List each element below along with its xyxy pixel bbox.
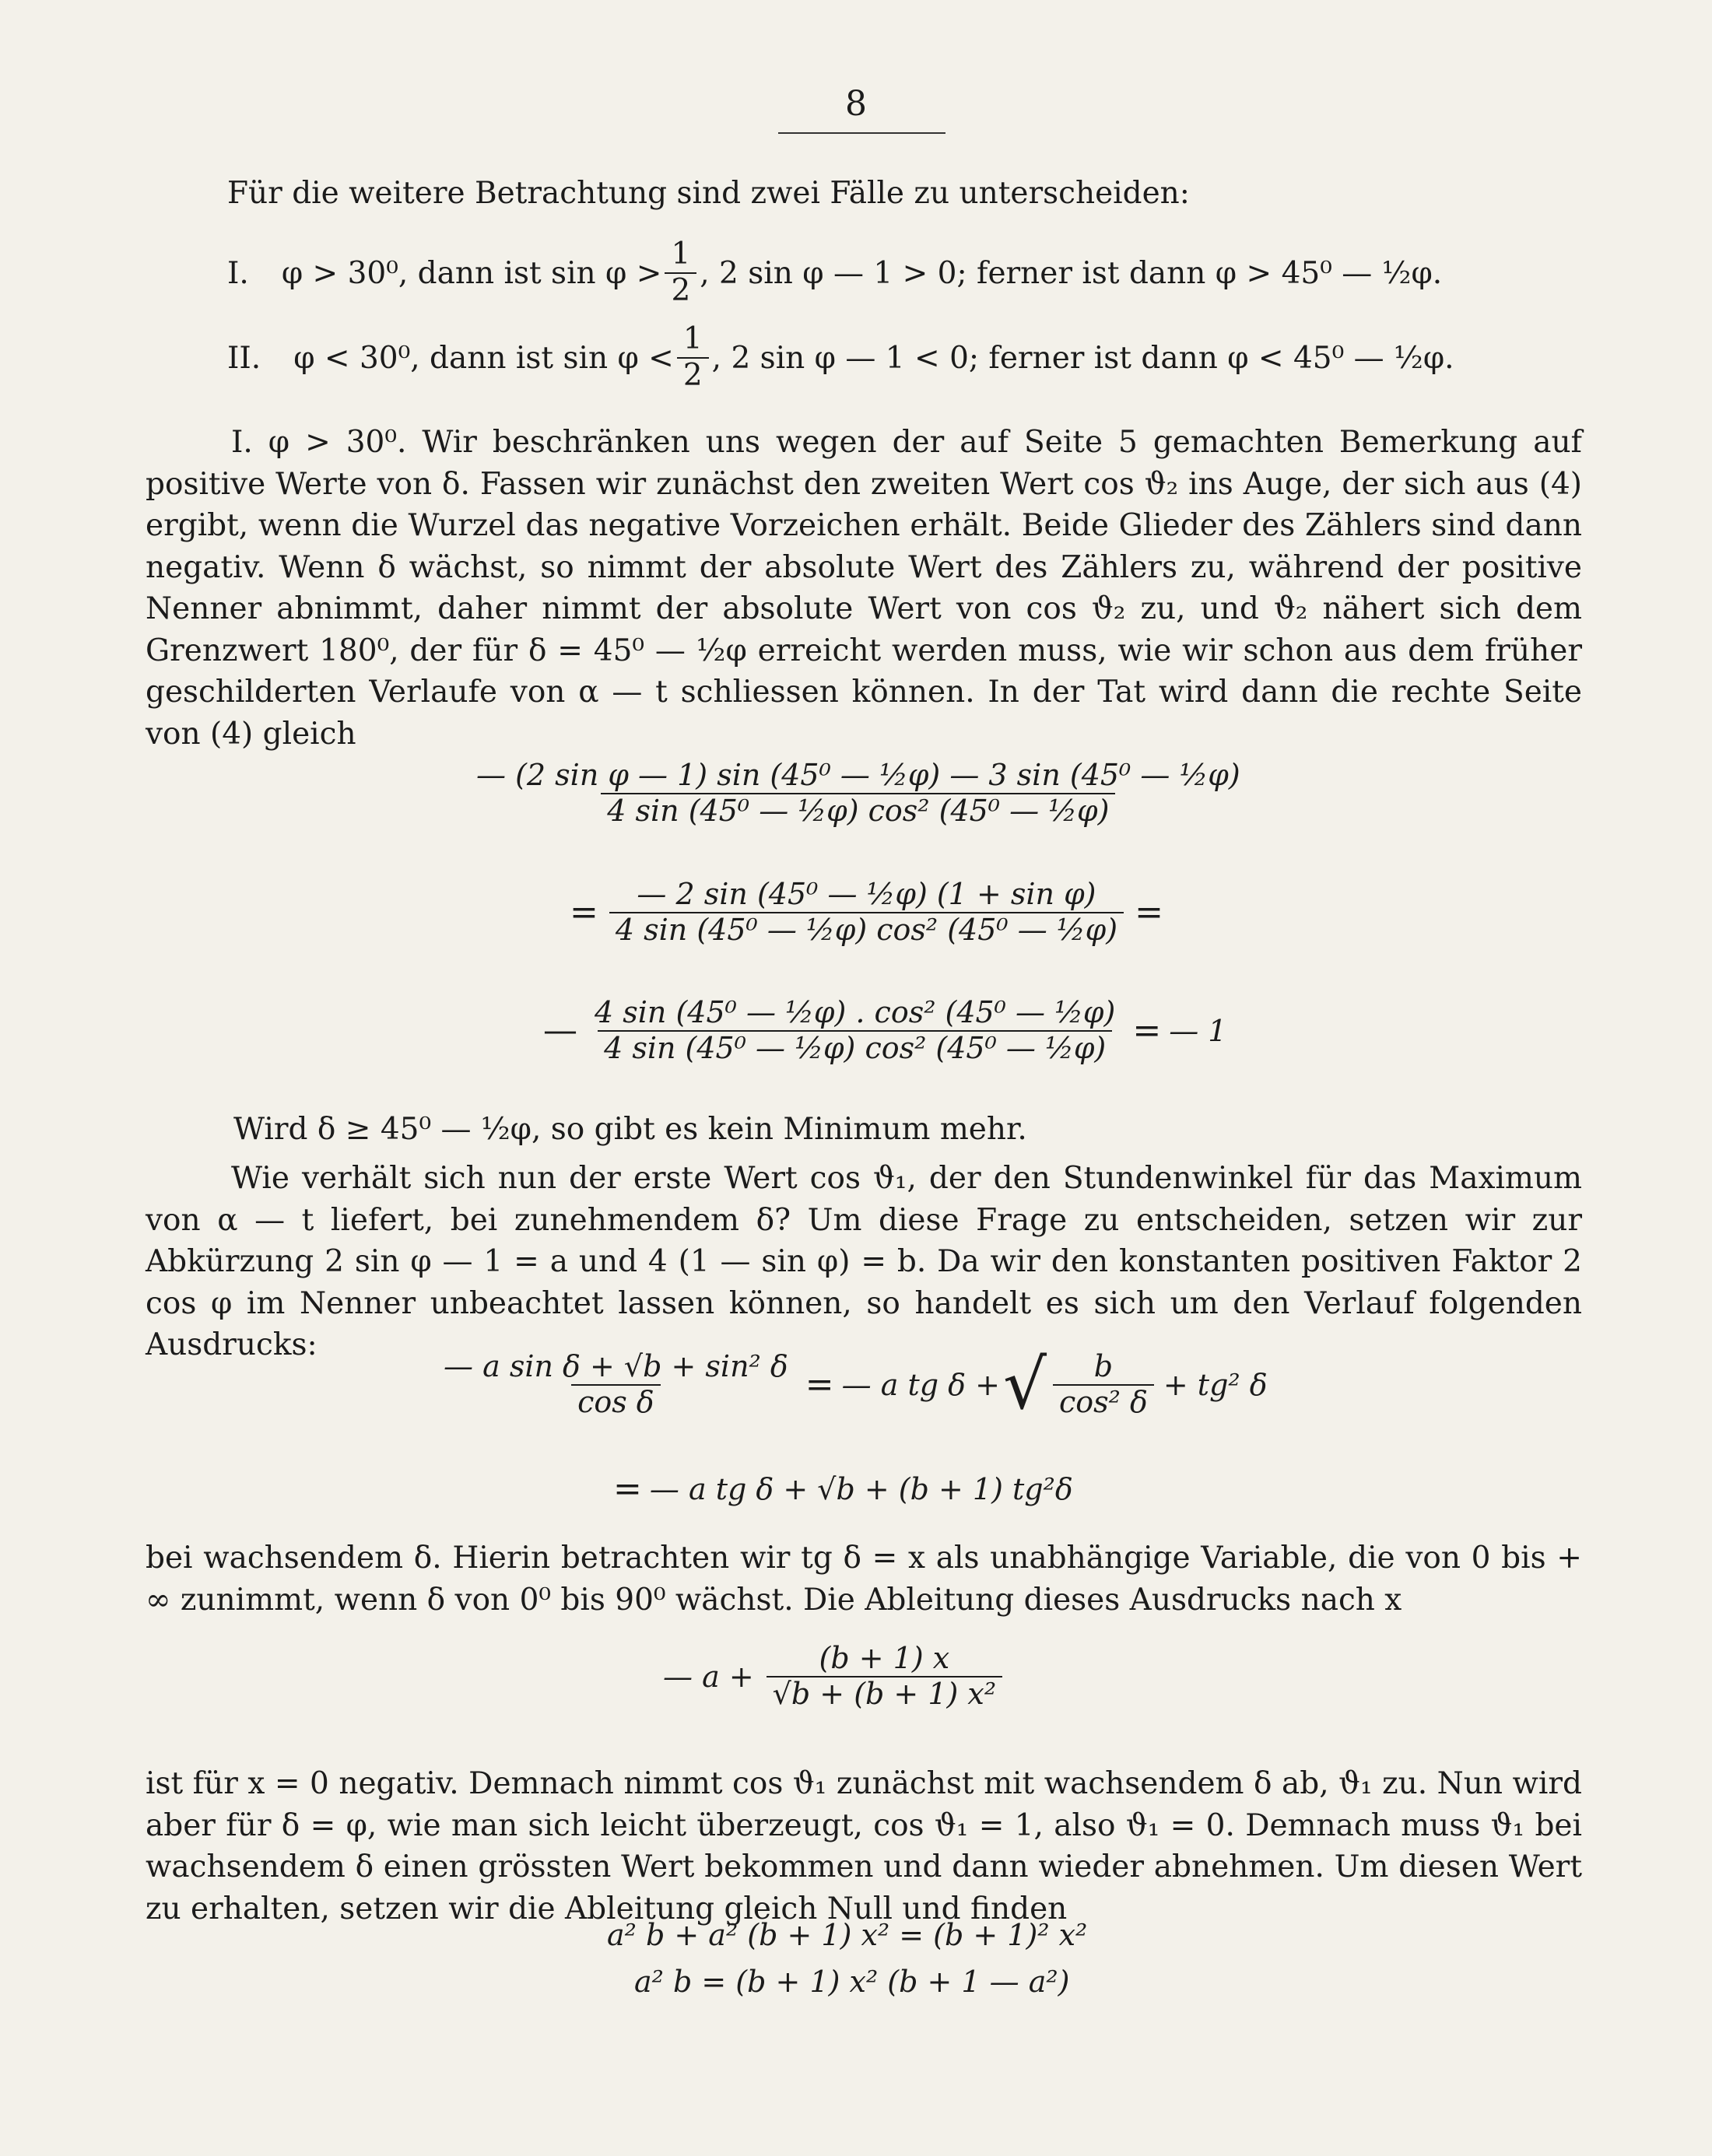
paragraph-case-one: I. φ > 30⁰. Wir beschränken uns wegen der auf Seite 5 gemachten Bemerkung auf positive Werte von δ. Fassen wir zunächst den zweiten Wert cos ϑ₂ ins Auge, der sich aus (4) ergibt, wenn die Wurzel das negative Vorzeichen erhält. Beide Glieder des Zählers sind dann negativ. Wenn δ wächst, so nimmt der absolute Wert des Zählers zu, während der positive Nenner abnimmt, daher nimmt der absolute Wert von cos ϑ₂ zu, und ϑ₂ nähert sich dem Grenzwert 180⁰, der für δ = 45⁰ — ½φ erreicht werden muss, wie wir schon aus dem früher geschilderten Verlaufe von α — t schliessen können. In der Tat wird dann die rechte Seite von (4) gleich (146, 425, 1582, 752)
equation-one (467, 759, 1250, 828)
intro-line: Für die weitere Betrachtung sind zwei Fälle zu unterscheiden: (227, 176, 1190, 211)
case-two-fraction (677, 322, 709, 394)
fraction-numerator: 1 (682, 321, 703, 357)
equation-three-result: — 1 (1169, 1013, 1227, 1048)
paragraph-variable: bei wachsendem δ. Hierin betrachten wir tg δ = x als unabhängige Variable, die von 0 bis + ∞ zunimmt, wenn δ von 0⁰ bis 90⁰ wächst. Die Ableitung dieses Ausdrucks nach x (146, 1541, 1582, 1618)
case-one-text: φ > 30⁰, dann ist sin φ > (281, 255, 662, 291)
equation-six-numerator: (b + 1) x (819, 1641, 950, 1675)
case-one-label: I. (227, 255, 249, 291)
fraction-numerator: 1 (671, 237, 691, 272)
paragraph-derivative: ist für x = 0 negativ. Demnach nimmt cos ϑ₁ zunächst mit wachsendem δ ab, ϑ₁ zu. Nun wird aber für δ = φ, wie man sich leicht überzeugt, cos ϑ₁ = 1, also ϑ₁ = 0. Demnach muss ϑ₁ bei wachsendem δ einen grössten Wert bekommen und dann wieder abnehmen. Um diesen Wert zu erhalten, setzen wir die Ableitung gleich Null und finden (146, 1766, 1582, 1926)
fraction-denominator: 2 (665, 272, 696, 309)
equation-one-numerator: — (2 sin φ — 1) sin (45⁰ — ½φ) — 3 sin (45⁰ — ½φ) (476, 758, 1240, 792)
case-two (227, 315, 1664, 401)
equation-two-numerator: — 2 sin (45⁰ — ½φ) (1 + sin φ) (637, 877, 1096, 911)
case-one-fraction (665, 237, 696, 309)
case-one-rest: , 2 sin φ — 1 > 0; ferner ist dann φ > 45⁰ — ½φ. (700, 255, 1443, 291)
case-one (227, 230, 1664, 316)
fraction-denominator: 2 (677, 357, 709, 394)
equation-two (562, 878, 1171, 947)
equation-two-fraction (609, 878, 1124, 947)
equals-sign: = (805, 1365, 834, 1405)
equation-four-middle: — a tg δ + (841, 1367, 1000, 1402)
equation-four-denominator: cos δ (571, 1384, 661, 1420)
square-root-icon: √ (1002, 1344, 1047, 1425)
equals-sign: = (1132, 1011, 1162, 1051)
equation-one-fraction (470, 759, 1247, 828)
equation-three-numerator: 4 sin (45⁰ — ½φ) . cos² (45⁰ — ½φ) (595, 995, 1116, 1029)
minus-sign: — (543, 1011, 577, 1051)
inner-denominator: cos² δ (1053, 1384, 1154, 1420)
equals-sign: = (570, 892, 598, 933)
page-number-rule (778, 132, 945, 134)
minimum-condition-line: Wird δ ≥ 45⁰ — ½φ, so gibt es kein Minimum mehr. (233, 1112, 1027, 1147)
case-two-rest: , 2 sin φ — 1 < 0; ferner ist dann φ < 45⁰ — ½φ. (711, 340, 1454, 376)
inner-numerator: b (1093, 1349, 1114, 1383)
equation-three-denominator: 4 sin (45⁰ — ½φ) cos² (45⁰ — ½φ) (598, 1030, 1112, 1066)
equals-sign: = (1135, 892, 1163, 933)
equation-six-lead: — a + (663, 1659, 754, 1694)
page-number: 8 (845, 84, 867, 124)
equation-three (535, 996, 1226, 1065)
paragraph-maximum: Wie verhält sich nun der erste Wert cos ϑ₁, der den Stundenwinkel für das Maximum von α — t liefert, bei zunehmendem δ? Um diese Frage zu entscheiden, setzen wir zur Abkürzung 2 sin φ — 1 = a und 4 (1 — sin φ) = b. Da wir den konstanten positiven Faktor 2 cos φ im Nenner unbeachtet lassen können, so handelt es sich um den Verlauf folgenden Ausdrucks: (146, 1161, 1582, 1362)
equation-four-inner-fraction (1053, 1350, 1154, 1419)
equation-seven: a² b + a² (b + 1) x² = (b + 1)² x² (607, 1918, 1088, 1952)
equation-eight: a² b = (b + 1) x² (b + 1 — a²) (634, 1965, 1070, 1999)
equation-four-numerator: — a sin δ + √b + sin² δ (444, 1349, 788, 1383)
case-two-label: II. (227, 340, 261, 376)
case-two-text: φ < 30⁰, dann ist sin φ < (293, 340, 674, 376)
equation-six (663, 1642, 1005, 1711)
equation-two-denominator: 4 sin (45⁰ — ½φ) cos² (45⁰ — ½φ) (609, 912, 1124, 948)
equation-four (434, 1344, 1268, 1425)
equation-four-tail: + tg² δ (1163, 1367, 1268, 1402)
equation-six-denominator: √b + (b + 1) x² (767, 1676, 1002, 1712)
equation-three-fraction (588, 996, 1121, 1065)
equation-five (605, 1469, 1073, 1509)
equation-one-denominator: 4 sin (45⁰ — ½φ) cos² (45⁰ — ½φ) (601, 793, 1115, 829)
equation-six-fraction (767, 1642, 1002, 1711)
equals-sign: = (613, 1469, 642, 1509)
equation-five-expression: — a tg δ + √b + (b + 1) tg²δ (649, 1471, 1073, 1506)
equation-four-fraction (437, 1350, 795, 1419)
